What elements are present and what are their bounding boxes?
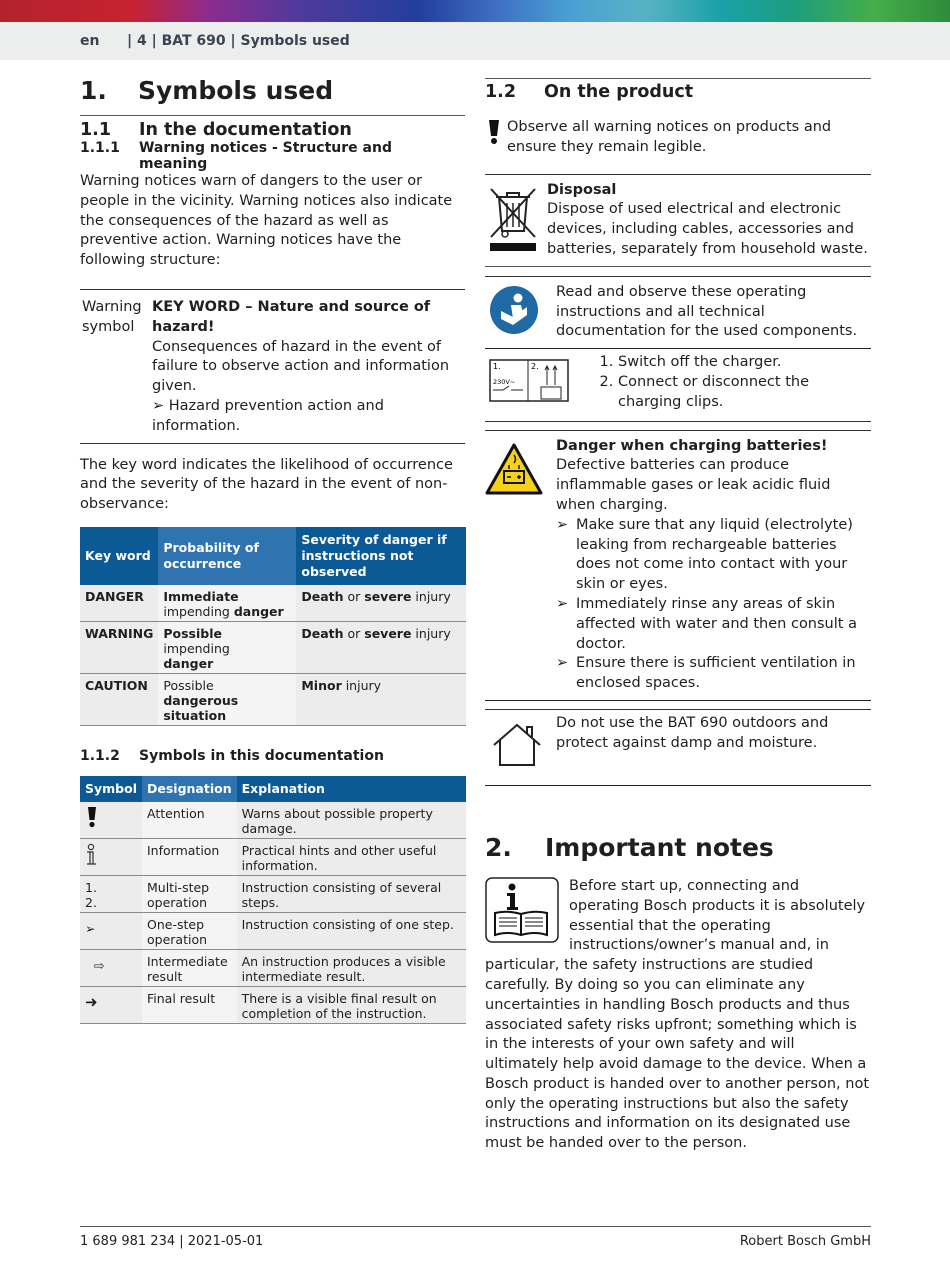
- arrowhead-icon: ➢: [80, 912, 142, 949]
- designation-cell: Final result: [142, 986, 237, 1023]
- section-1-heading: 1. Symbols used: [80, 76, 334, 105]
- disposal-box: [485, 174, 871, 266]
- probability-cell: Immediate impending danger: [158, 585, 296, 622]
- svg-text:1.: 1.: [493, 362, 501, 372]
- table-row: [80, 949, 466, 986]
- brand-color-bar: [0, 0, 950, 22]
- charger-steps-box: [485, 349, 871, 421]
- danger-title: Danger when charging batteries!: [556, 437, 828, 454]
- exclamation-icon: [485, 119, 503, 145]
- header-title: | 4 | BAT 690 | Symbols used: [127, 33, 350, 49]
- section-1-1-2-heading: 1.1.2 Symbols in this documentation: [80, 747, 384, 764]
- symbols-table: [80, 776, 466, 1024]
- keyword-cell: DANGER: [80, 585, 158, 622]
- col-header: Explanation: [237, 776, 466, 802]
- table-row: [80, 802, 466, 839]
- warning-notice-intro: Warning notices warn of dangers to the user or people in the vicinity. Warning notices also indicate the consequences of the hazard as well as preventive action. Warning notices have the following structure:: [80, 173, 453, 269]
- crossed-out-bin-icon: [485, 185, 541, 253]
- list-item: 2. Connect or disconnect the charging clips.: [618, 373, 871, 413]
- read-manual-icon: [489, 285, 539, 335]
- designation-cell: One-step operation: [142, 912, 237, 949]
- list-item: ➢ Ensure there is sufficient ventilation in enclosed spaces.: [556, 655, 856, 692]
- probability-cell: Possible impending danger: [158, 621, 296, 673]
- danger-text: Defective batteries can produce inflammable gases or leak acidic fluid when charging.: [556, 457, 831, 513]
- info-manual-icon: [485, 877, 559, 944]
- explanation-cell: Instruction consisting of several steps.: [237, 875, 466, 912]
- warning-symbol-label: Warning symbol: [82, 298, 142, 335]
- warning-structure-box: [80, 289, 465, 444]
- col-header: Designation: [142, 776, 237, 802]
- important-notes-text: Before start up, connecting and operating Bosch products it is absolutely essential that the operating instructions/owner’s manual and, in particular, the safety instructions are studied carefully. By doing so you can eliminate any uncertainties in handling Bosch products and thus associated safety risks upfront; something which is in the interests of your own safety and will ultimately help avoid damage to the device. When a Bosch product is handed over to another person, not only the operating instructions but also the safety instructions and information on its designated use must be handed over to the person.: [485, 877, 870, 1152]
- section-2-heading: 2. Important notes: [485, 832, 774, 862]
- footer-divider: [80, 1226, 871, 1227]
- list-item: ➢ Immediately rinse any areas of skin affected with water and then consult a doctor.: [556, 595, 857, 652]
- observe-notice: Observe all warning notices on products and ensure they remain legible.: [485, 118, 871, 174]
- symbol-cell: [80, 802, 142, 839]
- explanation-cell: Warns about possible property damage.: [237, 802, 466, 839]
- house-icon: [491, 723, 543, 767]
- section-1-2-heading: 1.2 On the product: [485, 82, 694, 102]
- charger-icon: [489, 359, 571, 403]
- severity-cell: Minor injury: [296, 673, 466, 725]
- svg-text:2.: 2.: [531, 362, 539, 372]
- col-header: Key word: [80, 527, 158, 585]
- list-item: 1. Switch off the charger.: [618, 353, 871, 373]
- table-row: [80, 875, 466, 912]
- warning-action: ➢ Hazard prevention action and information.: [152, 397, 384, 434]
- divider: [485, 78, 871, 79]
- section-1-1-1-heading: 1.1.1 Warning notices - Structure and meaning: [80, 140, 392, 172]
- table-row: [80, 621, 466, 673]
- severity-cell: Death or severe injury: [296, 585, 466, 622]
- outlined-arrow-icon: ⇨: [80, 949, 142, 986]
- svg-text:230V~: 230V~: [493, 378, 516, 387]
- disposal-title: Disposal: [547, 181, 617, 198]
- read-manual-box: Read and observe these operating instructions and all technical documentation for the used components.: [485, 276, 871, 349]
- footer-doc-number: 1 689 981 234 | 2021-05-01: [80, 1234, 264, 1249]
- table-row: [80, 838, 466, 875]
- footer-company: Robert Bosch GmbH: [739, 1234, 871, 1249]
- charger-steps: [601, 353, 871, 412]
- explanation-cell: Instruction consisting of one step.: [237, 912, 466, 949]
- list-item: ➢ Make sure that any liquid (electrolyte) leaking from rechargeable batteries does not come into contact with your skin or eyes.: [556, 516, 853, 593]
- battery-warning-icon: [485, 443, 543, 497]
- symbol-cell: 1. 2.: [80, 875, 142, 912]
- keyword-explanation: The key word indicates the likelihood of occurrence and the severity of the hazard in the event of non-observance:: [80, 456, 453, 513]
- section-1-1-heading: 1.1 In the documentation: [80, 120, 352, 140]
- designation-cell: Information: [142, 838, 237, 875]
- outdoor-notice-box: Do not use the BAT 690 outdoors and protect against damp and moisture.: [485, 709, 871, 786]
- left-column: [80, 70, 465, 1024]
- divider: [485, 700, 871, 701]
- bold-arrow-icon: ➜: [80, 986, 142, 1023]
- explanation-cell: Practical hints and other useful information.: [237, 838, 466, 875]
- table-row: [80, 912, 466, 949]
- severity-cell: Death or severe injury: [296, 621, 466, 673]
- col-header: Probability of occurrence: [158, 527, 296, 585]
- divider: [80, 115, 465, 116]
- keyword-cell: CAUTION: [80, 673, 158, 725]
- symbol-cell: [80, 838, 142, 875]
- table-row: [80, 986, 466, 1023]
- warning-keyword: KEY WORD – Nature and source of hazard!: [152, 298, 431, 335]
- explanation-cell: An instruction produces a visible intermediate result.: [237, 949, 466, 986]
- warning-consequence: Consequences of hazard in the event of failure to observe action and information given.: [152, 338, 450, 395]
- table-row: [80, 673, 466, 725]
- designation-cell: Multi-step operation: [142, 875, 237, 912]
- explanation-cell: There is a visible final result on completion of the instruction.: [237, 986, 466, 1023]
- keyword-cell: WARNING: [80, 621, 158, 673]
- keyword-table: [80, 527, 466, 726]
- right-column: [485, 78, 871, 1154]
- table-row: [80, 585, 466, 622]
- probability-cell: Possible dangerous situation: [158, 673, 296, 725]
- charging-danger-box: [485, 430, 871, 700]
- disposal-text: Dispose of used electrical and electronic devices, including cables, accessories and batteries, separately from household waste.: [547, 201, 868, 257]
- designation-cell: Intermediate result: [142, 949, 237, 986]
- col-header: Severity of danger if instructions not observed: [296, 527, 466, 585]
- divider: [485, 266, 871, 267]
- header-language: en: [80, 33, 100, 49]
- designation-cell: Attention: [142, 802, 237, 839]
- info-icon: [85, 843, 99, 867]
- col-header: Symbol: [80, 776, 142, 802]
- exclamation-icon: [85, 806, 99, 828]
